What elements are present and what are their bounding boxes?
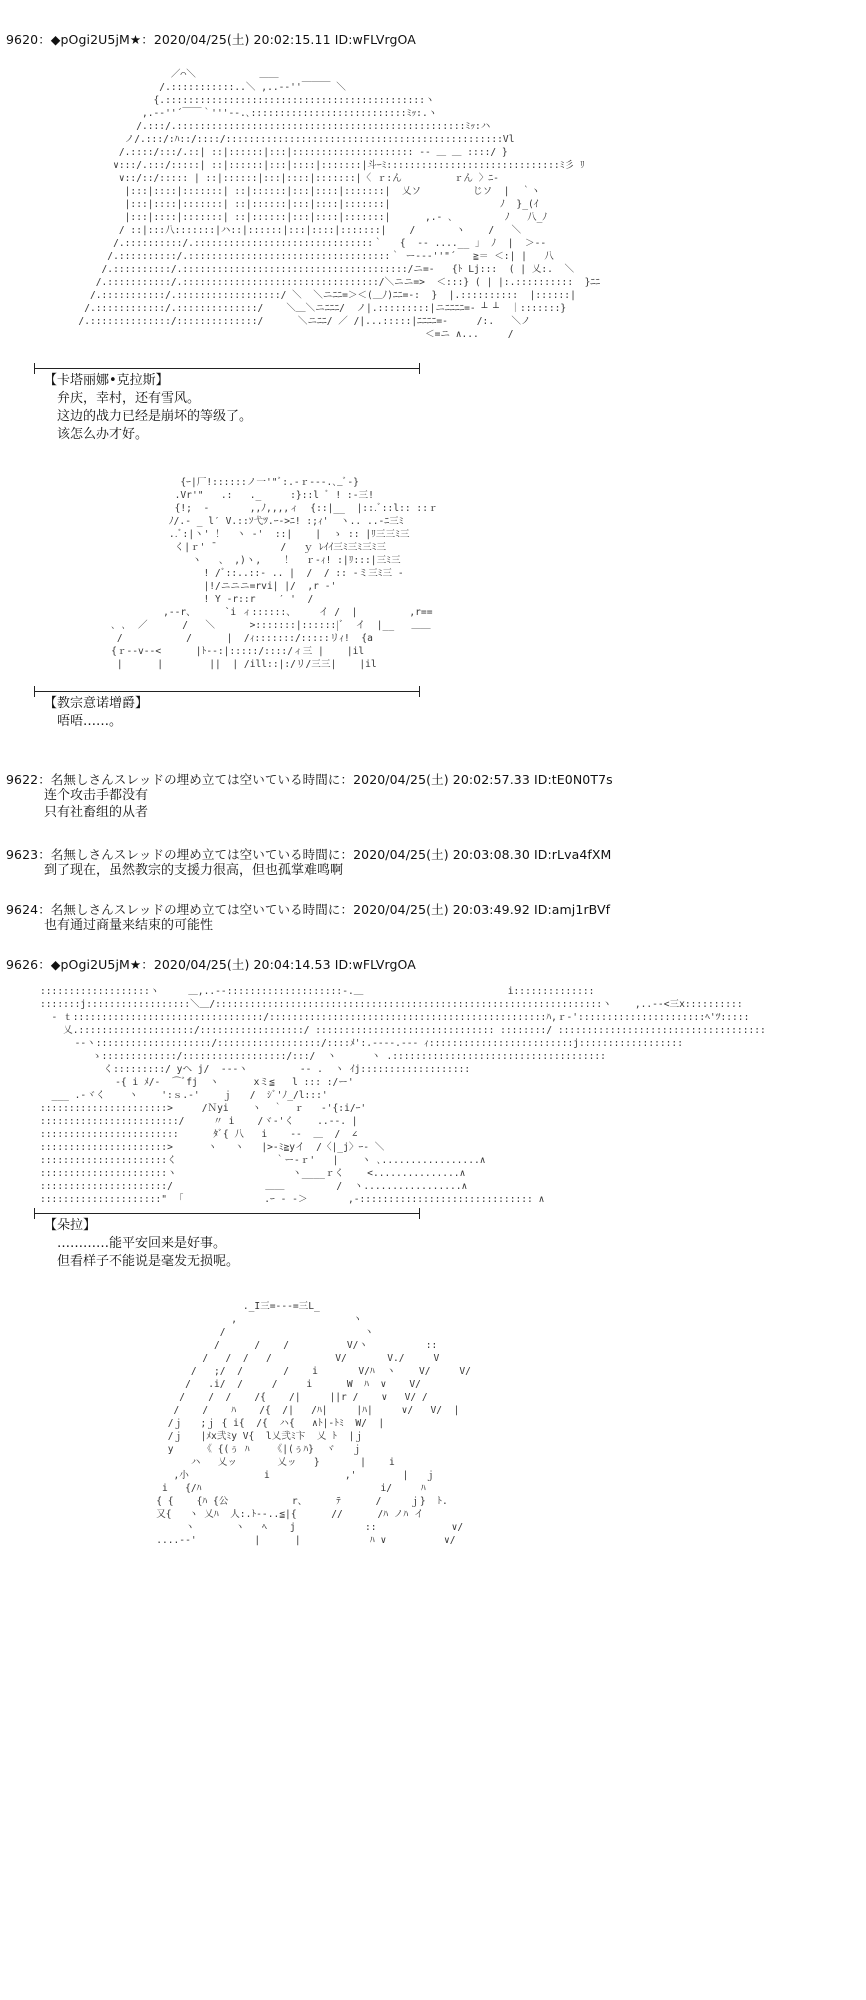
- ascii-art-katarina: ／⌒＼ ＿＿ /.:::::::::::..＼ ,..-‐''￣￣￣ ＼ {.:::::::::::::::::::::::::::::::::::::::::::::ヽ ,.-‐''´￣￣｀'''‐-.､:::::::::::::::::::::::::::ﾐｯ:.ヽ /.:::/.::::::::::::::::::::::::::::::::::::::::::::::::::ﾐｯ:ハ ノ/.:::/:ﾊ::/::::/::::::::::::::::::::::::::::::::::::::::::::::::Vl /.::::/:::/.::| ::|::::::|:::|::::::::::::::::::::: ‐- ＿ ＿ ::::/ } ∨:::/.:::/:::::| ::|::::::|:::|::::|:::::::|斗ｰﾐ::::::::::::::::::::::::::::::ﾐ彡 ﾘ ∨::/::/::::: | ::|::::::|:::|::::|:::::::|〈 ｒ:ん ｒん 〉ﾆ- |:::|::::|:::::::| ::|::::::|:::|::::|:::::::| 乂ソ じソ | ｀ヽ |:::|::::|:::::::| ::|::::::|:::|::::|:::::::| ﾉ }_(ｲ |:::|::::|:::::::| ::|::::::|:::|::::|:::::::| ,.- ､ ﾉ 八_ﾉ / ::|:::八:::::::|ハ::|::::::|:::|::::|:::::::| / ヽ / ＼ /.::::::::::/.:::::::::::::::::::::::::::::::｀ { ‐- ....__ ｣ ﾉ | ＞‐- /.::::::::::/.:::::::::::::::::::::::::::::::::::｀ ー--‐''"´ ≧＝ ＜:| | 八 /.::::::::::/.:::::::::::::::::::::::::::::::::::::::/ニ=- {ﾄ Lj::: ( | 乂:. ＼ /.:::::::::::/.::::::::::::::::::::::::::::::::::/＼ニニ=> ＜:::} ( | |:.:::::::::: }ﾆﾆ /.:::::::::::/.::::::::::::::::::/ ＼ ＼ニﾆﾆ=＞＜(＿ﾉ)ﾆﾆ=‐: } |.:::::::::: |::::::| /.::::::::::::/.::::::::::::::/ ＼＿＼ニﾆﾆﾆ/ ノ|.:::::::::|ニﾆﾆﾆﾆ=- ┴ ┴ ｜:::::::} /.::::::::::::::/::::::::::::::/ ＼ニﾆﾆ/ ／ /|...:::::|ﾆﾆﾆﾆ=- /:. ＼ノ ＜=ニ ∧... /: [78, 69, 601, 340]
- reply-line: 只有社畜组的从者: [44, 805, 149, 820]
- post-body-9620: [44, 372, 252, 444]
- post-header-9620: 9620：◆pOgi2U5jM★：2020/04/25(土) 20:02:15.11 ID:wFLVrgOA: [6, 32, 416, 47]
- speaker-label: 【朵拉】: [44, 1218, 97, 1233]
- dialogue-line: 这边的战力已经是崩坏的等级了。: [57, 409, 253, 424]
- post-body-9624: [44, 917, 213, 934]
- post-body-9626: [44, 1217, 239, 1271]
- ascii-art-dora: :::::::::::::::::::ヽ ＿,..--::::::::::::::::::::-.＿ i:::::::::::::: :::::::j::::::::::::::::::＼＿/:::::::::::::::::::::::::::::::::::::::::::::::::::::::::::::::::::ヽ ,..--<三x:::::::::: ‐ ｔ:::::::::::::::::::::::::::::::::/::::::::::::::::::::::::::::::::::::::::::::::::ﾊ,ｒ-'::::::::::::::::::::::ﾍ'ﾂ::::: 乂.::::::::::::::::::::/::::::::::::::::::/ ::::::::::::::::::::::::::::::: ::::::::/ :::::::::::::::::::::::::::::::::::: ‐-ヽ::::::::::::::::::::/::::::::::::::::::/::::ﾒ':.-‐‐‐.-‐- ｨ:::::::::::::::::::::::::j:::::::::::::::::: ゝ:::::::::::::/::::::::::::::::::/:::/ ヽ ヽ .::::::::::::::::::::::::::::::::::::: く:::::::::/ yヘ j/ --‐ヽ ‐- . ヽ ｲj::::::::::::::::::: ‐{ i ﾒ/‐ ⌒ﾞfj ヽ xミ≦ l ::: :/ー' ___ .-ヾく ヽ ':ｓ.‐' ｊ / ｼﾞ'ﾉ_/l:::' ::::::::::::::::::::::> /Ｎyi ヽ ｀ ｒ ‐'{:i/ｰ' ::::::::::::::::::::::::/ 〃 i /ヾ‐'く ..--. | :::::::::::::::::::::::: ﾀﾞ{ 八 i ‐- ＿ / ∠ ::::::::::::::::::::::> ヽ ヽ |>‐ﾐ≧yイ /〈|_j〉ｰ‐ ＼ ::::::::::::::::::::::く ｀ー‐ｒ' | ヽ ､.................∧ ::::::::::::::::::::::ヽ ヽ____ｒく <...............∧ ::::::::::::::::::::::/ ＿＿ / ヽ.................∧ :::::::::::::::::::::" ｢ .ｰ ‐ ‐＞ ,-:::::::::::::::::::::::::::::: ∧: [40, 986, 766, 1205]
- reply-line: 到了现在，虽然教宗的支援力很高，但也孤掌难鸣啊: [44, 863, 344, 878]
- post-header-9623: 9623：名無しさんスレッドの埋め立ては空いている時間に：2020/04/25(土) 20:03:08.30 ID:rLva4fXM: [6, 847, 612, 862]
- dialogue-line: 该怎么办才好。: [57, 427, 149, 442]
- speaker-label: 【卡塔丽娜•克拉斯】: [44, 373, 169, 388]
- post-body-9622: [44, 787, 148, 821]
- post-header-9622: 9622：名無しさんスレッドの埋め立ては空いている時間に：2020/04/25(土) 20:02:57.33 ID:tE0N0T7s: [6, 772, 613, 787]
- post-header-9624: 9624：名無しさんスレッドの埋め立ては空いている時間に：2020/04/25(土) 20:03:49.92 ID:amj1rBVf: [6, 902, 611, 917]
- reply-line: 也有通过商量来结束的可能性: [44, 918, 214, 933]
- separator-rule: [34, 1213, 420, 1214]
- reply-line: 连个攻击手都没有: [44, 788, 149, 803]
- dialogue-line: 唔唔……。: [57, 714, 123, 729]
- post-body-9623: [44, 862, 343, 879]
- dialogue-line: 但看样子不能说是毫发无损呢。: [57, 1254, 240, 1269]
- ascii-art-innocent: {ｰ|厂!::::::ノ一'"ﾞ:.-ｒ-‐-.､_ﾞ-} .Vr'" .: ._ :}::l ﾞ ! :‐三! {!; - ,,ﾉ,,,,ィ {::|__ |::.ﾞ::l:: ::ｒ ﾉ/.- _ l′ V.::ｿ弋ﾂ.ｰ‐>ﾆ! :;ｨ' ヽ.. ..-ﾆ三ﾐ ..ﾞ:|ヽ' ！ ヽ -' ::| | ゝ :: |ﾘ三三ﾐ三 く|ｒ' ̄ / ｙ ﾚｲｲ三ﾐ三ﾐ三ﾐ三 ヽ 、 ,)ヽ, ！ ｒ-ｨ! :|ﾘ:::|三ﾐ三 ! /ﾞ::..::‐ .. | / / :: ‐ミ三ﾐ三 ‐ |!/ニニニ=rvi| |/ ,r ‐' ! Y -r::r ′ ' / ,-‐r、 `i ィ::::::、 イ / | ,r== ､ ､ ／ / ＼ >:::::::|::::::|ﾞ イ |__ ＿＿ / / | /ｨ:::::::/:::::リｨ! {a {ｒ--v--< |ﾄ--:|:::::/::::/ィ三 | |il | | || | /ill::|:/リ/三三| |il: [111, 477, 438, 670]
- post-body-9620b: [44, 695, 148, 731]
- dialogue-line: …………能平安回来是好事。: [57, 1236, 227, 1251]
- speaker-label: 【教宗意诺增爵】: [44, 696, 149, 711]
- separator-rule: [34, 691, 420, 692]
- ascii-art-figure: ._I三=‐‐‐=三L_ , ヽ / ヽ / / / V/ヽ :: / / / / V/ V./ V / ;/ / / i V/ﾊ ヽ V/ V/ / .i/ / / i W ﾊ ∨ V/ / / / /{ /| ||r / ∨ V/ / / / ﾊ /{ /| /ﾊ| |ﾊ| ∨/ V/ | /ｊ ;ｊ { i{ /{ ハ{ ∧ﾄ|‐ﾄﾐ W/ | /ｊ |ﾒx弐ﾐy V{ l乂弐ﾐ卞 乂 ﾄ |ｊ y 《 {(ぅ ﾊ 《|(ぅﾊ} ヾ ｊ ハ 乂ッ 乂ッ } | i ,小 i ,' | ｊ i {/ﾊ i/ ﾊ { { {ﾊ {公 r、 ﾃ / ｊ} ﾄ. 又{ ヽ 乂ﾊ 人:.ﾄ‐‐..≦|{ // /ﾊ ノﾊ イ ヽ ヽ ﾍ j :: ∨/ ....-‐' | | ﾊ ∨ ∨/: [156, 1301, 471, 1546]
- separator-rule: [34, 368, 420, 369]
- post-header-9626: 9626：◆pOgi2U5jM★：2020/04/25(土) 20:04:14.53 ID:wFLVrgOA: [6, 957, 416, 972]
- dialogue-line: 弁庆，幸村，还有雪风。: [57, 391, 201, 406]
